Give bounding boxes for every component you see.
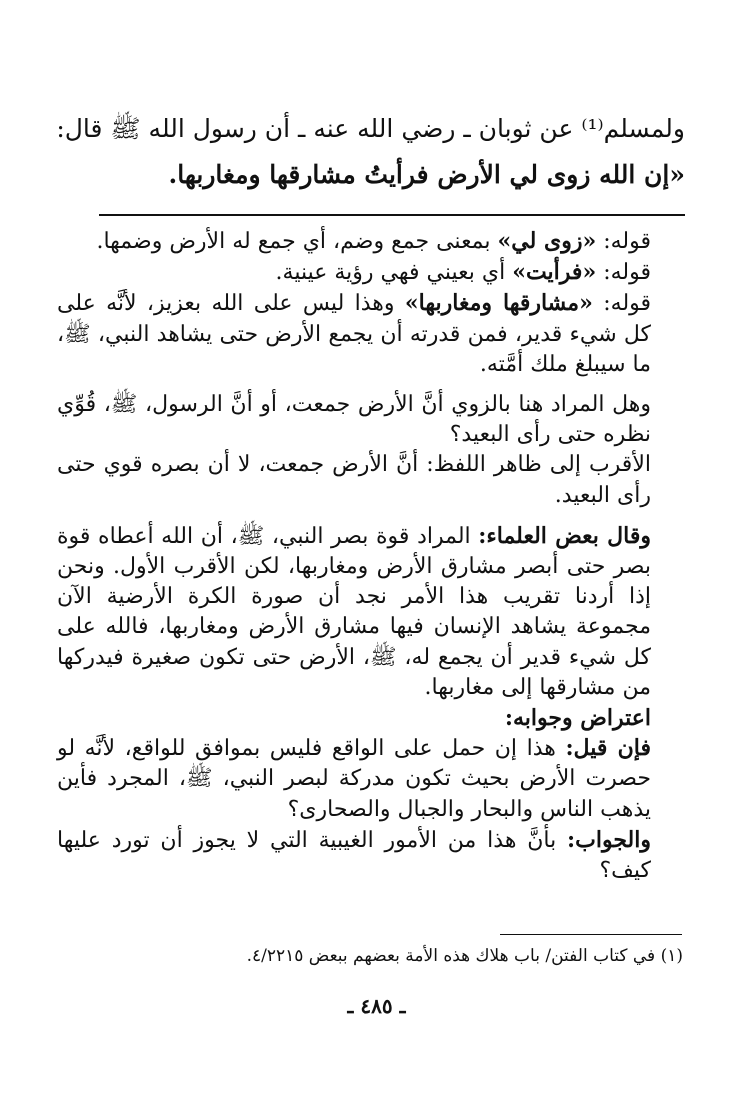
footnote-divider — [500, 934, 682, 935]
commentary-paragraph-9 — [57, 825, 685, 886]
hadith-line-1: ولمسلم⁽¹⁾ عن ثوبان ـ رضي الله عنه ـ أن رسول الله ﷺ قال: — [56, 114, 685, 143]
commentary-paragraph-8 — [57, 733, 685, 825]
paragraph-text: بأنَّ هذا من الأمور الغيبية التي لا يجوز أن تورد عليها كيف؟ — [57, 827, 651, 884]
paragraph-lead: والجواب: — [567, 826, 651, 853]
paragraph-text: وهل المراد هنا بالزوي أنَّ الأرض جمعت، أو أنَّ الرسول، ﷺ، قُوِّي نظره حتى رأى البعيد؟ — [57, 392, 651, 448]
quoted-term: «زوى لي» — [497, 228, 597, 254]
paragraph-text: المراد قوة بصر النبي، ﷺ، أن الله أعطاه قوة بصر حتى أبصر مشارق الأرض ومغاربها، لكن الأقرب الأول. ونحن إذا أردنا تقريب هذا الأمر نجد أن صورة الكرة الأرضية الآن مجموعة يشاهد الإنسان فيها مشارق الأرض ومغاربها، فالله على كل شيء قدير أن يجمع له، ﷺ، الأرض حتى تكون صغيرة فيدركها من مشارقها إلى مغاربها. — [57, 523, 651, 700]
paragraph-label: قوله: — [603, 229, 651, 254]
commentary-body — [57, 226, 685, 886]
page-number: ـ ٤٨٥ ـ — [347, 994, 406, 1018]
quoted-term: «فرأيت» — [512, 259, 597, 286]
paragraph-lead: وقال بعض العلماء: — [478, 522, 652, 549]
section-heading: اعتراض وجوابه: — [504, 705, 651, 732]
paragraph-text: بمعنى جمع وضم، أي جمع له الأرض وضمها. — [96, 229, 491, 254]
quoted-term: «مشارقها ومغاربها» — [404, 290, 593, 317]
paragraph-lead: فإن قيل: — [565, 735, 651, 762]
commentary-paragraph-2 — [57, 257, 685, 288]
footnote: (١) في كتاب الفتن/ باب هلاك هذه الأمة بعضهم ببعض ٤/٢٢١٥. — [246, 946, 683, 966]
commentary-paragraph-4 — [57, 390, 685, 450]
hadith-line-2: «إن الله زوى لي الأرض فرأيتُ مشارقها ومغاربها. — [168, 160, 685, 189]
paragraph-text: الأقرب إلى ظاهر اللفظ: أنَّ الأرض جمعت، لا أن بصره قوي حتى رأى البعيد. — [57, 452, 651, 508]
paragraph-label: قوله: — [603, 260, 651, 286]
paragraph-text: هذا إن حمل على الواقع فليس بموافق للواقع، لأنَّه لو حصرت الأرض بحيث تكون مدركة لبصر النبي، ﷺ، المجرد فأين يذهب الناس والبحار والجبال والصحارى؟ — [57, 736, 651, 822]
paragraph-label: قوله: — [603, 291, 652, 317]
paragraph-text: أي بعيني فهي رؤية عينية. — [275, 260, 506, 286]
section-divider — [99, 214, 685, 216]
paragraph-text: وهذا ليس على الله بعزيز، لأنَّه على كل شيء قدير، فمن قدرته أن يجمع الأرض حتى يشاهد النبي، ﷺ، ما سيبلغ ملك أمَّته. — [57, 291, 651, 377]
commentary-paragraph-1 — [57, 226, 685, 257]
commentary-paragraph-5 — [57, 450, 685, 510]
commentary-paragraph-3 — [57, 288, 685, 380]
commentary-paragraph-6 — [57, 521, 685, 703]
hadith-text — [56, 106, 685, 198]
